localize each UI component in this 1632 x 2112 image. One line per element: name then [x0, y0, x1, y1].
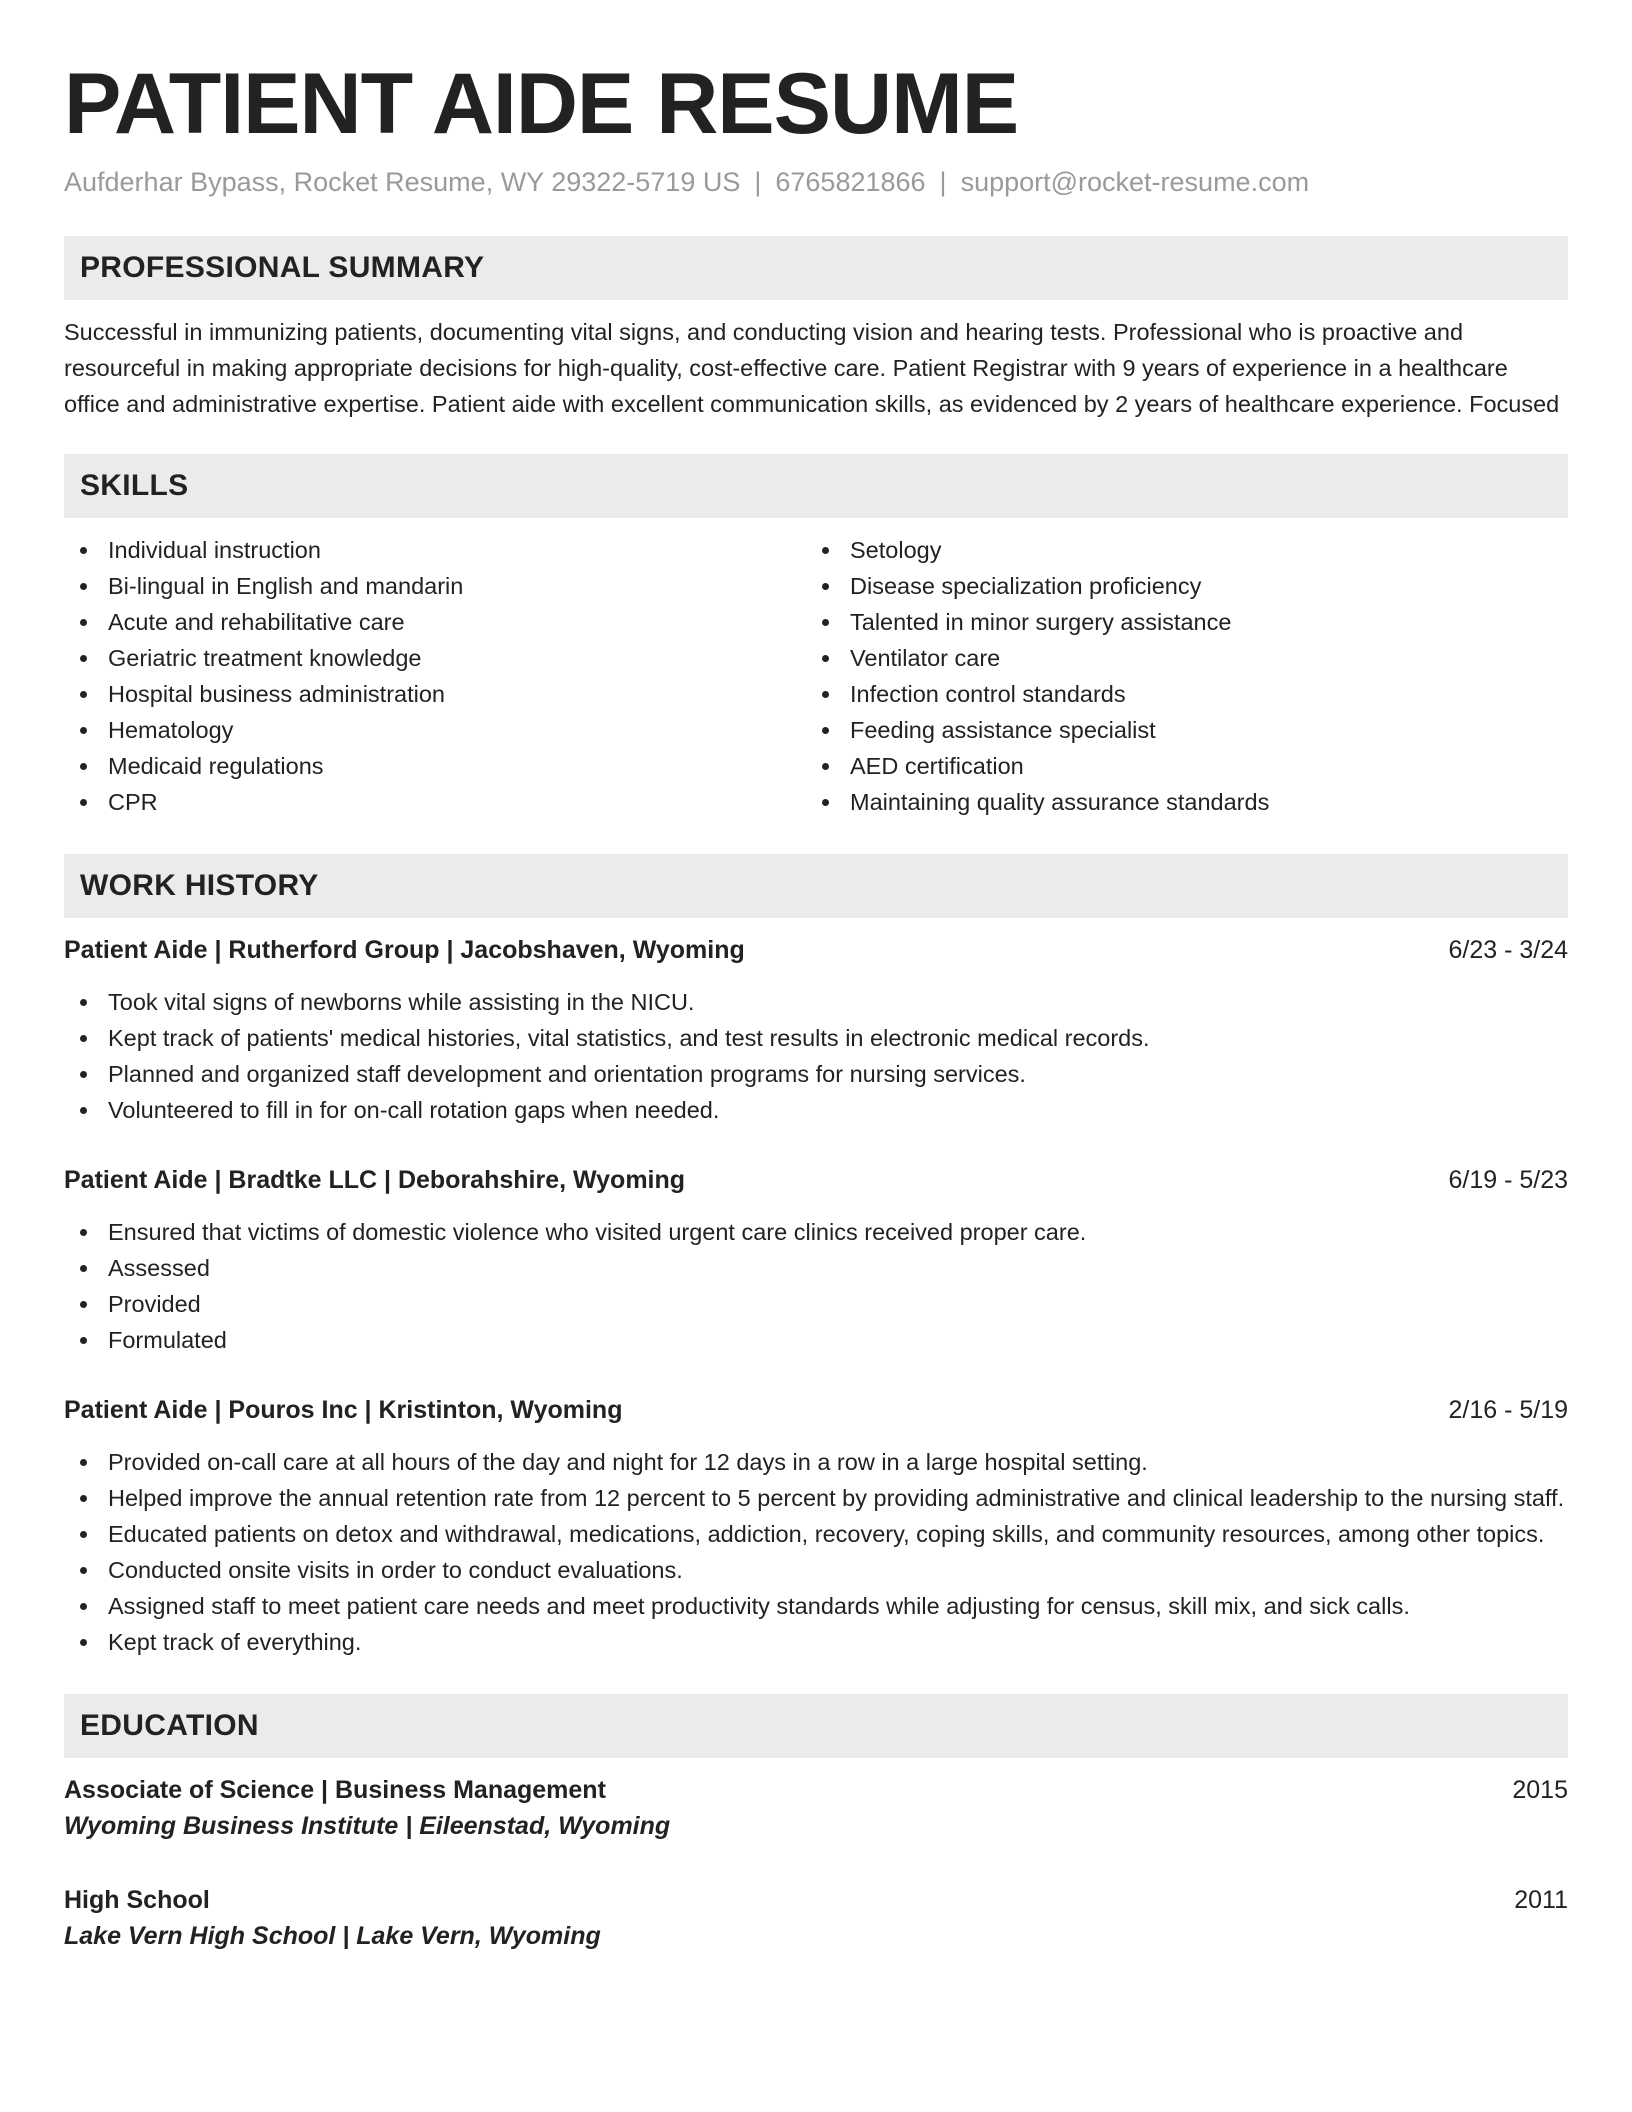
duty-item: Provided — [64, 1286, 1568, 1322]
job-duties — [64, 984, 1568, 1128]
summary-text: Successful in immunizing patients, documenting vital signs, and conducting vision and hearing tests. Professional who is proactive and resourceful in making appropriate decisions for high-quality, cost-effective care. Patient Registrar with 9 years of experience in a healthcare office and administrative expertise. Patient aide with excellent communication skills, as evidenced by 2 years of healthcare experience. Focused — [64, 319, 1560, 417]
duty-item: Educated patients on detox and withdrawal, medications, addiction, recovery, coping skills, and community resources, among other topics. — [64, 1516, 1568, 1552]
skills-column-right — [806, 532, 1548, 820]
skill-item: Individual instruction — [64, 532, 806, 568]
education-entry — [64, 1772, 1568, 1844]
contact-email: support@rocket-resume.com — [960, 167, 1310, 197]
education-year: 2011 — [1514, 1886, 1568, 1914]
skill-item: Infection control standards — [806, 676, 1548, 712]
skill-item: Feeding assistance specialist — [806, 712, 1548, 748]
skill-item: CPR — [64, 784, 806, 820]
job-title: Patient Aide | Rutherford Group | Jacobshaven, Wyoming — [64, 936, 745, 964]
job-title: Patient Aide | Bradtke LLC | Deborahshire, Wyoming — [64, 1166, 686, 1194]
duty-item: Provided on-call care at all hours of the day and night for 12 days in a row in a large hospital setting. — [64, 1444, 1568, 1480]
education-school: Lake Vern High School | Lake Vern, Wyoming — [64, 1922, 601, 1950]
skill-item: Hematology — [64, 712, 806, 748]
job-header — [64, 1392, 1568, 1428]
section-header-skills: SKILLS — [64, 454, 1568, 518]
duty-item: Planned and organized staff development and orientation programs for nursing services. — [64, 1056, 1568, 1092]
job-dates: 2/16 - 5/19 — [1448, 1396, 1568, 1424]
duty-item: Kept track of patients' medical histories, vital statistics, and test results in electronic medical records. — [64, 1020, 1568, 1056]
job-header — [64, 1162, 1568, 1198]
education-header — [64, 1772, 1568, 1808]
skill-item: Medicaid regulations — [64, 748, 806, 784]
skills-list — [64, 532, 1568, 820]
duty-item: Volunteered to fill in for on-call rotation gaps when needed. — [64, 1092, 1568, 1128]
skill-item: Disease specialization proficiency — [806, 568, 1548, 604]
skill-item: Geriatric treatment knowledge — [64, 640, 806, 676]
job-entry — [64, 932, 1568, 1128]
skill-item: AED certification — [806, 748, 1548, 784]
skill-item: Hospital business administration — [64, 676, 806, 712]
section-header-work-history: WORK HISTORY — [64, 854, 1568, 918]
skills-column-left — [64, 532, 806, 820]
job-dates: 6/23 - 3/24 — [1448, 936, 1568, 964]
duty-item: Ensured that victims of domestic violence who visited urgent care clinics received proper care. — [64, 1214, 1568, 1250]
contact-address: Aufderhar Bypass, Rocket Resume, WY 29322-5719 US — [64, 167, 741, 197]
job-header — [64, 932, 1568, 968]
job-title: Patient Aide | Pouros Inc | Kristinton, Wyoming — [64, 1396, 623, 1424]
section-header-summary: PROFESSIONAL SUMMARY — [64, 236, 1568, 300]
job-duties — [64, 1444, 1568, 1660]
skill-item: Setology — [806, 532, 1548, 568]
duty-item: Assigned staff to meet patient care needs and meet productivity standards while adjusting for census, skill mix, and sick calls. — [64, 1588, 1568, 1624]
contact-separator: | — [754, 167, 762, 197]
skill-item: Talented in minor surgery assistance — [806, 604, 1548, 640]
duty-item: Assessed — [64, 1250, 1568, 1286]
duty-item: Conducted onsite visits in order to conduct evaluations. — [64, 1552, 1568, 1588]
section-header-education: EDUCATION — [64, 1694, 1568, 1758]
contact-line — [64, 164, 1568, 200]
education-year: 2015 — [1512, 1776, 1568, 1804]
education-school: Wyoming Business Institute | Eileenstad, Wyoming — [64, 1812, 671, 1840]
skill-item: Maintaining quality assurance standards — [806, 784, 1548, 820]
job-duties — [64, 1214, 1568, 1358]
education-entry — [64, 1882, 1568, 1954]
job-entry — [64, 1392, 1568, 1660]
education-degree: Associate of Science | Business Management — [64, 1776, 606, 1804]
contact-separator: | — [939, 167, 947, 197]
education-degree: High School — [64, 1886, 210, 1914]
duty-item: Kept track of everything. — [64, 1624, 1568, 1660]
contact-phone: 6765821866 — [775, 167, 926, 197]
duty-item: Took vital signs of newborns while assisting in the NICU. — [64, 984, 1568, 1020]
education-header — [64, 1882, 1568, 1918]
resume-page — [64, 0, 1568, 1954]
skill-item: Ventilator care — [806, 640, 1548, 676]
job-dates: 6/19 - 5/23 — [1448, 1166, 1568, 1194]
duty-item: Formulated — [64, 1322, 1568, 1358]
skill-item: Bi-lingual in English and mandarin — [64, 568, 806, 604]
skill-item: Acute and rehabilitative care — [64, 604, 806, 640]
job-entry — [64, 1162, 1568, 1358]
duty-item: Helped improve the annual retention rate from 12 percent to 5 percent by providing administrative and clinical leadership to the nursing staff. — [64, 1480, 1568, 1516]
resume-title: PATIENT AIDE RESUME — [64, 56, 1019, 152]
